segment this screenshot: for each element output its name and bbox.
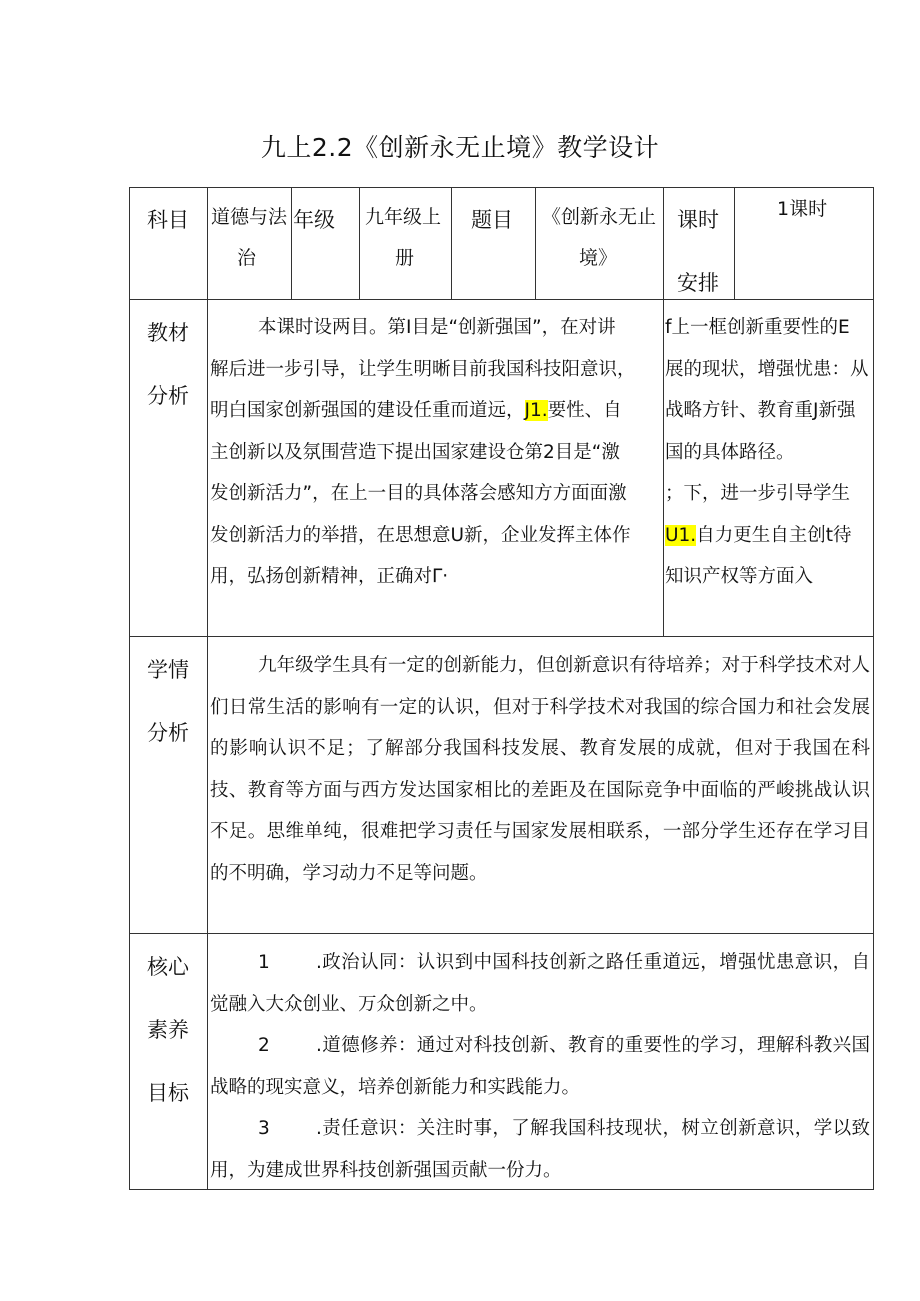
students-label-line2: 分析 [147,721,189,745]
text-line: 明白国家创新强国的建设任重而道远， [210,400,525,421]
textbook-analysis-right [665,307,873,598]
textbook-label-line1: 教材 [147,321,189,345]
topic-value-line2: 境》 [579,247,618,269]
row-divider [130,933,873,934]
goals-label-line2: 素养 [147,1018,189,1042]
goals-list [210,942,870,1191]
goal-text: .道德修养：通过对科技创新、教育的重要性的学习，理解科教兴国战略的现实意义，培养创新能力和实践能力。 [210,1035,870,1098]
topic-value-line1: 《创新永无止 [542,206,657,228]
text-line: 国的具体路径。 [665,441,795,463]
subject-value-line1: 道德与法 [211,206,288,228]
goal-text: .责任意识：关注时事，了解我国科技现状，树立创新意识，学以致用，为建成世界科技创新强国贡献一份力。 [210,1118,870,1181]
goals-label-line3: 目标 [147,1081,189,1105]
text-line: 战略方针、教育重J新强 [665,400,856,421]
text-line: ；下，进一步引导学生 [665,483,851,504]
students-analysis-text [210,645,870,894]
hours-value: 1课时 [777,198,828,220]
text-line: f上一框创新重要性的E [665,317,850,338]
document-title: 九上2.2《创新永无止境》教学设计 [260,133,660,162]
text-line: 知识产权等方面入 [665,566,814,587]
highlighted-fragment: J1. [524,400,548,421]
subject-value-line2: 治 [237,247,257,269]
text-line: 解后进一步引导，让学生明晰目前我国科技阳意识， [210,358,636,380]
row-divider [130,299,873,300]
highlighted-fragment: U1. [665,524,697,546]
textbook-analysis-left [210,307,662,598]
column-divider [663,187,664,636]
paragraph: 九年级学生具有一定的创新能力，但创新意识有待培养；对于科学技术对人们日常生活的影响有一定的认识，但对于科学技术对我国的综合国力和社会发展的影响认识不足；了解部分我国科技发展、教育发展的成就，但对于我国在科技、教育等方面与西方发达国家相比的差距及在国际竞争中面临的严峻挑战认识不足。思维单纯，很难把学习责任与国家发展相联系，一部分学生还存在学习目的不明确，学习动力不足等问题。 [210,655,870,884]
table-border-top [130,187,873,188]
column-divider [734,187,735,299]
text-line: 自力更生自主创t待 [696,524,852,546]
goal-text: .政治认同：认识到中国科技创新之路任重道远，增强忧患意识，自觉融入大众创业、万众创新之中。 [210,952,870,1015]
grade-value-line2: 册 [395,247,415,269]
text-line: 用，弘扬创新精神，正确对Γ· [210,566,449,587]
goal-item [210,942,870,1025]
text-line: 要性、自 [547,400,622,421]
goal-number: 2 [258,1035,270,1056]
row-divider [130,636,873,637]
text-line: 展的现状，增强忧患：从 [665,358,869,380]
column-divider [291,187,292,299]
goal-item [210,1108,870,1191]
textbook-label-line2: 分析 [147,384,189,408]
subject-label: 科目 [147,208,189,232]
hours-label-line1: 课时 [677,208,719,232]
goal-number: 1 [258,952,270,973]
column-divider [359,187,360,299]
text-line: 发创新活力的举措，在思想意U新，企业发挥主体作 [210,524,631,546]
text-line: 本课时设两目。第I目是“创新强国”，在对讲 [258,317,616,338]
column-divider [535,187,536,299]
text-line: 主创新以及氛围营造下提出国家建设仓第2目是“激 [210,441,620,463]
lesson-plan-table [129,187,874,1190]
students-label-line1: 学情 [147,658,189,682]
grade-label: 年级 [293,208,335,232]
hours-label-line2: 安排 [677,271,719,295]
goals-label-line1: 核心 [147,955,189,979]
goal-item [210,1025,870,1108]
grade-value-line1: 九年级上 [365,206,442,228]
topic-label: 题目 [471,208,513,232]
column-divider [451,187,452,299]
column-divider [207,187,208,1189]
text-line: 发创新活力”，在上一目的具体落会感知方方面面激 [210,483,627,504]
goal-number: 3 [258,1118,270,1139]
